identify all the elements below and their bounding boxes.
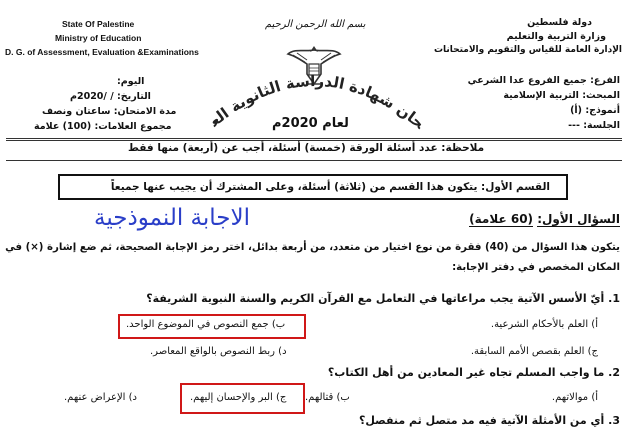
question-1-option-d: د) ربط النصوص بالواقع المعاصر. [150,346,287,357]
session-info: الجلسة: --- [568,120,620,131]
total-marks-info: مجموع العلامات: (100) علامة [34,121,172,132]
header-en-line2: Ministry of Education [55,33,142,43]
header-en-line1: State Of Palestine [62,19,135,29]
header-divider [6,138,622,141]
instruction-line-1: يتكون هذا السؤال من (40) فقرة من نوع اختيار من متعدد، من أربعة بدائل، اختر رمز الإجابة الصحيحة، ثم ضع إشارة (×) في [5,242,620,253]
subject-info: المبحث: التربية الإسلامية [503,90,620,101]
header-ar-line2: وزارة التربية والتعليم [506,31,606,42]
header-en-line3: D. G. of Assessment, Evaluation &Examinations [5,47,199,57]
model-info: أنموذج: (أ) [570,105,620,116]
question-2-text: 2. ما واجب المسلم تجاه غير المعادين من أهل الكتاب؟ [327,366,620,379]
header-ar-line1: دولة فلسطين [527,17,592,28]
question-2-option-a: أ) موالاتهم. [551,392,598,403]
question-1-text: 1. أيّ الأسس الآتية يجب مراعاتها في التعامل مع القرآن الكريم والسنة النبوية الشريفة؟ [146,292,620,305]
exam-title: امتحان شهادة الدراسة الثانوية العامة [203,42,428,133]
question-one-heading [469,212,620,226]
exam-year: لعام 2020م [272,116,349,131]
section-one-text: القسم الأول: يتكون هذا القسم من (ثلاثة) أسئلة، وعلى المشترك أن يجيب عنها جميعاً [110,181,550,193]
header-ar-line3: الإدارة العامة للقياس والتقويم والامتحانات [433,45,622,55]
duration-info: مدة الامتحان: ساعتان ونصف [42,106,177,117]
note-divider [6,160,622,161]
question-one-score: (60 علامة) [469,212,534,226]
section-one-box [58,174,568,200]
instruction-line-2: المكان المخصص في دفتر الإجابة: [452,262,620,273]
question-1-option-c: ج) العلم بقصص الأمم السابقة. [470,346,598,357]
question-2-option-b: ب) قتالهم. [305,392,350,403]
question-3-text: 3. أي من الأمثلة الآتية فيه مد متصل ثم منفصل؟ [358,414,620,427]
question-2-option-c: ج) البر والإحسان إليهم. [190,392,287,403]
day-info: اليوم: [117,76,145,87]
question-one-title: السؤال الأول: [537,212,620,226]
date-info: التاريخ: / /2020م [70,91,151,102]
exam-note: ملاحظة: عدد أسئلة الورقة (خمسة) أسئلة، أجب عن (أربعة) منها فقط [128,142,485,154]
branch-info: الفرع: جميع الفروع عدا الشرعي [467,75,620,86]
question-2-option-d: د) الإعراض عنهم. [64,392,137,403]
question-1-option-a: أ) العلم بالأحكام الشرعية. [490,319,598,330]
basmala: بسم الله الرحمن الرحيم [265,19,366,30]
model-answer-watermark: الاجابة النموذجية [94,205,251,231]
question-1-option-b: ب) جمع النصوص في الموضوع الواحد. [126,319,286,330]
